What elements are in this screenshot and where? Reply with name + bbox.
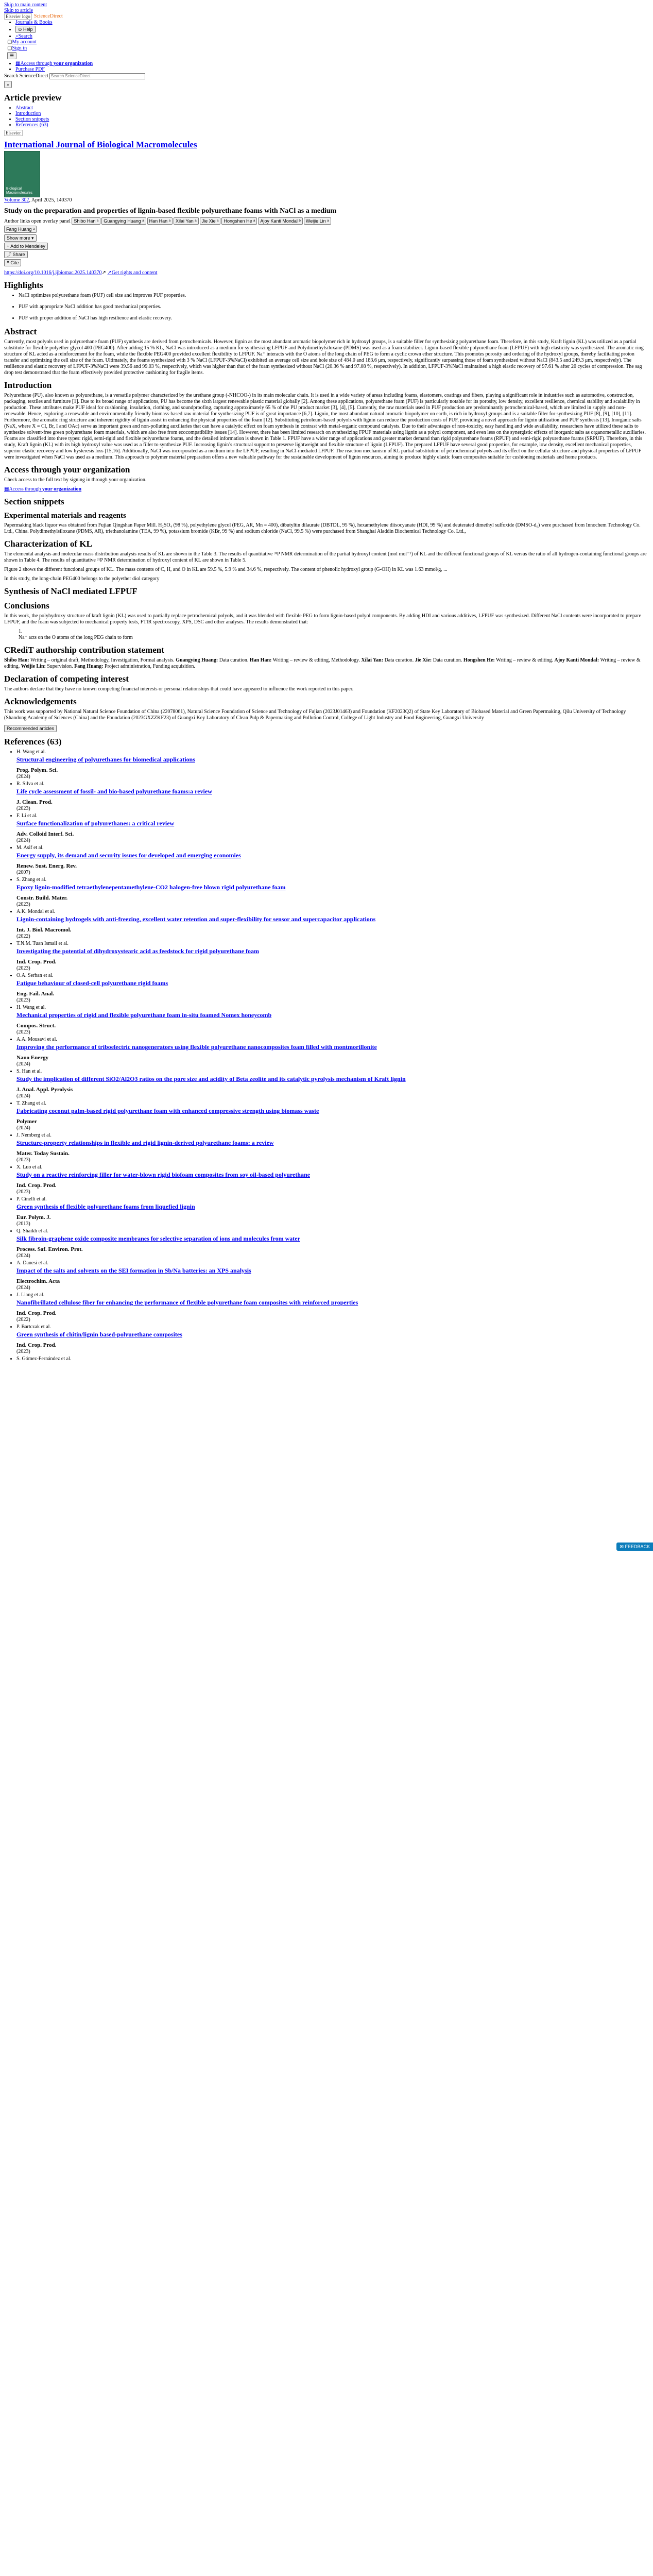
kl-text-3: In this study, the long-chain PEG400 belongs to the polyether diol category [4,576,160,582]
author-button[interactable]: Ajoy Kanti Mondal ᵇ [258,217,302,225]
publisher-logo[interactable] [4,130,653,137]
access-section-link-prefix: Access through [9,486,41,492]
outline-item-introduction[interactable]: Introduction [15,111,41,116]
publisher-logo-alt: Elsevier [4,130,23,136]
account-icon: ▢ [7,39,12,45]
reference-journal: Prog. Polym. Sci. [16,767,58,773]
access-org-link[interactable] [15,61,93,66]
reference-journal: Ind. Crop. Prod. [16,1342,57,1348]
author-button[interactable]: Xilai Yan ᵃ [174,217,199,225]
reference-journal: Int. J. Biol. Macromol. [16,927,72,933]
menu-icon: ☰ [10,53,14,58]
chat-icon: ✉ [620,1544,624,1549]
conclusions-list [4,629,653,641]
search-label: Search ScienceDirect [4,73,48,79]
reference-year: (2024) [16,774,30,779]
credit-author-role: Supervision. [45,664,75,669]
reference-title-link[interactable]: Life cycle assessment of fossil- and bio-based polyurethane foams:a review [16,788,212,795]
reference-title-link[interactable]: Investigating the potential of dihydroxystearic acid as feedstock for rigid polyurethane foam [16,947,259,955]
competing-heading: Declaration of competing interest [4,674,129,684]
author-button[interactable]: Guangying Huang ᵃ [101,217,146,225]
my-account-link[interactable]: My account [12,39,37,45]
reference-authors: M. Asif et al. [16,845,44,851]
credit-author-name: Xilai Yan: [361,657,384,663]
reference-year: (2023) [16,1029,30,1035]
reference-item [16,1037,653,1067]
access-section-link-row [4,486,653,493]
journal-cover-text: Biological Macromolecules [6,187,32,195]
reference-journal: Eng. Fail. Anal. [16,991,55,997]
reference-title-link[interactable]: Study on a reactive reinforcing filler for water-blown rigid biofoam composites from soy oil-based polyurethane [16,1171,310,1178]
author-list [4,217,653,234]
reference-title-link[interactable]: Surface functionalization of polyurethanes: a critical review [16,820,175,827]
reference-authors: T. Zhang et al. [16,1100,46,1106]
reference-title-link[interactable]: Impact of the salts and solvents on the SEI formation in Sb/Na batteries: an XPS analysis [16,1267,251,1274]
reference-item [16,1324,653,1355]
reference-authors: H. Wang et al. [16,1005,46,1010]
external-link-icon: ↗ [107,270,112,276]
credit-author-role: Writing – original draft, Methodology, Investigation, Formal analysis. [29,657,176,663]
add-mendeley-label: Add to Mendeley [10,244,45,249]
reference-title-link[interactable]: Improving the performance of triboelectric nanogenerators using flexible polyurethane nanocomposites foam filled with montmorillonite [16,1043,377,1050]
reference-authors: O.A. Serban et al. [16,973,54,978]
reference-item [16,1292,653,1323]
materials-text: Papermaking black liquor was obtained from Fujian Qingshan Paper Mill. H₂SO₄ (98 %), polyethylene glycol (PEG, AR, Mn = 400), dibutyltin dilaurate (DBTDL, 95 %), hexamethylene diisocyanate (HDI, 99 %) and deuterated dimethyl sulfoxide (DMSO-d₆) were purchased from Innochem Technology Co. Ltd., China. Polydimethylsiloxane (PDMS, AR), triethanolamine (TEA, 99 %), potassium bromide (KBr, 99 %) and sodium chloride (NaCl, 99.5 %) were purchased from Shanghai Aladdin Biochemical Technology Co. Ltd., [4,522,641,534]
reference-item [16,1228,653,1259]
sign-in-icon: ▢ [7,45,12,51]
credit-author-role: Writing – review & editing. [4,657,641,669]
reference-journal: Renew. Sust. Energ. Rev. [16,863,77,869]
logo-row [4,13,653,20]
reference-title-link[interactable]: Lignin-containing hydrogels with anti-freezing, excellent water retention and super-flexibility for sensor and supercapacitor applications [16,916,376,923]
reference-item [16,1069,653,1099]
competing-text: The authors declare that they have no known competing financial interests or personal relationships that could have appeared to influence the work reported in this paper. [4,686,354,692]
reference-item [16,1005,653,1036]
reference-year: (2023) [16,806,30,811]
reference-title-link[interactable]: Fatigue behaviour of closed-cell polyurethane rigid foams [16,979,168,987]
access-link-bold: your organization [53,61,93,66]
author-button[interactable]: Han Han ᵃ [147,217,173,225]
institution-icon: ▦ [15,61,21,66]
credit-author-role: Writing – review & editing, Methodology. [271,657,362,663]
reference-year: (2023) [16,1349,30,1354]
share-label: Share [12,252,25,257]
reference-item [16,845,653,876]
reference-authors: S. Zhang et al. [16,877,47,883]
author-button[interactable]: Jie Xie ᵃ [200,217,221,225]
reference-year: (2023) [16,965,30,971]
search-label: Search [18,33,32,39]
reference-authors: P. Cinelli et al. [16,1196,47,1202]
sign-in-link[interactable]: Sign in [12,45,27,51]
add-mendeley-button[interactable] [4,243,48,250]
feedback-button[interactable] [616,1543,653,1551]
conclusions-heading: Conclusions [4,601,49,611]
abstract-text: Currently, most polyols used in polyurethane foam (PUF) synthesis are derived from petrochemicals. However, lignin as the most abundant aromatic biopolymer rich in hydroxyl groups, is a suitable filler for synthesizing polyurethane foam. Therefore, in this study, Kraft lignin (KL) was utilized as a partial substitute for flexible polyether glycol 400 (PEG400). After adding 15 % KL, NaCl was introduced as a medium for synthesizing LFPUF and Polydimethylsiloxane (PDMS) was used as a foam stabilizer. Lignin-based flexible polyurethane foam (LFPUF) with high elasticity was synthesized. The aromatic ring structure of KL acted as a reinforcement for the foam, while the flexible PEG400 provided excellent flexibility to LFPUF. Na⁺ interacts with the O atoms of the long chain of PEG to form a cyclic crown ether structure. This promotes porosity and ordering of the hydroxyl groups, thereby facilitating proton transfer and optimizing the cell size of the foam. Ultimately, the foams synthesized with 3 % NaCl (LFPUF-3%NaCl) exhibited an average cell size and hole size of 484.0 and 183.6 μm, respectively, significantly surpassing those of foam synthesized without NaCl (843.5 and 249.3 μm, respectively). The resilience and elastic recovery of LFPUF-3%NaCl were 39.56 and 99.03 %, respectively, which was higher than that of the foam synthesized without NaCl (20.36 % and 97.08 %, respectively). In addition, LFPUF-3%NaCl maintained a high elastic recovery of 97.61 % after 20 cycles of compression. The sag drop test demonstrated that the foam effectively provided protective cushioning for fragile items. [4,339,644,376]
rights-link[interactable] [107,270,157,276]
help-label: Help [23,27,33,32]
reference-title-link[interactable]: Structure-property relationships in flexible and rigid lignin-derived polyurethane foams: a review [16,1139,274,1146]
reference-journal: Ind. Crop. Prod. [16,959,57,965]
search-input[interactable] [49,73,145,79]
reference-year: (2024) [16,1093,30,1099]
reference-year: (2024) [16,838,30,843]
share-button[interactable] [4,251,28,258]
reference-item [16,1260,653,1291]
credit-author-role: Data curation. [383,657,415,663]
reference-item [16,749,653,780]
credit-author-role: Writing – review & editing. [494,657,555,663]
ack-heading: Acknowledgements [4,697,77,706]
reference-item [16,877,653,908]
journal-title-link[interactable]: International Journal of Biological Macromolecules [4,140,197,149]
reference-item [16,941,653,972]
sciencedirect-logo[interactable]: ScienceDirect [33,13,63,19]
highlights-heading: Highlights [4,280,43,290]
outline-heading: Article preview [4,93,62,103]
menu-button[interactable] [7,52,16,59]
reference-year: (2024) [16,1253,30,1259]
reference-authors: J. Liang et al. [16,1292,45,1298]
credit-author-name: Ajoy Kanti Mondal: [554,657,599,663]
chevron-down-icon: ▾ [31,235,34,241]
reference-item [16,909,653,940]
cite-label: Cite [10,260,19,265]
reference-journal: Compos. Struct. [16,1023,56,1029]
materials-heading: Experimental materials and reagents [4,512,126,520]
reference-journal: Polymer [16,1118,37,1125]
search-icon: ⌕ [15,33,19,39]
credit-author-name: Hongshen He: [463,657,495,663]
reference-authors: Q. Shaikh et al. [16,1228,48,1234]
journal-title[interactable] [4,140,653,150]
reference-authors: S. Han et al. [16,1069,42,1074]
reference-authors: S. Gómez-Fernández et al. [16,1356,72,1362]
purchase-pdf-link[interactable]: Purchase PDF [15,66,45,72]
credit-author-role: Data curation. [218,657,250,663]
access-section-link-bold: your organization [42,486,82,492]
kl-heading: Characterization of KL [4,539,92,549]
search-bar [4,73,653,79]
author-button[interactable]: Hongshen He ᵃ [221,217,257,225]
access-section-text: Check access to the full text by signing in through your organization. [4,477,147,483]
outline-item-references[interactable]: References (63) [15,122,48,128]
credit-text [4,657,653,670]
reference-title-link[interactable]: Epoxy lignin-modified tetraethylenepentamethylene-CO2 halogen-free blown rigid polyurethane foam [16,884,286,891]
introduction-heading: Introduction [4,380,52,390]
reference-journal: J. Anal. Appl. Pyrolysis [16,1087,73,1093]
reference-item [16,1164,653,1195]
credit-author-name: Fang Huang: [74,664,104,669]
reference-year: (2024) [16,1285,30,1291]
conclusions-text: In this work, the polyhydroxy structure of kraft lignin (KL) was used to partially replace petrochemical polyols, and it was blended with flexible PEG to form lignin-based polyol components. By adding HDI and various additives, LFPUF was synthesized. Different NaCl contents were incorporated to prepare LFPUF, and the foam was subjected to mechanical property tests, FTIR spectroscopy, XPS, DSC and other analyses. The results demonstrated that: [4,613,642,625]
reference-year: (2022) [16,1317,30,1323]
top-bar [4,0,653,60]
access-section-link[interactable] [4,486,81,492]
highlight-item: • PUF with proper addition of NaCl has high resilience and elastic recovery. [19,315,653,321]
reference-authors: R. Silva et al. [16,781,45,787]
reference-journal: J. Clean. Prod. [16,799,53,805]
introduction-text: Polyurethane (PU), also known as polyurethane, is a versatile polymer characterized by the urethane group (-NHCOO-) in its main molecular chain. It is used in a wide variety of areas including foams, elastomers, coatings and fibers, playing a significant role in industries such as automotive, construction, packaging, textiles and furniture [1]. Due to its broad range of applications, PU has become the sixth largest renewable plastic material globally [2]. Among these applications, polyurethane foam (PUF) is particularly notable for its porosity, low density, excellent resilience, chemical stability and scalability in production. These attributes make PUF ideal for cushioning, insulation, clothing, and soundproofing, capturing approximately 65 % of the PU product market [3], [4], [5]. Currently, the raw materials used in PUF production are predominantly petrochemical-based, which are limited in supply and non-renewable. Hence, exploring a renewable and environmentally friendly biomass-based raw material for synthesizing PUF is of great importance [6,7]. Lignin, the most abundant natural aromatic biopolymer on earth, is rich in hydroxyl groups and is a suitable filler for synthesizing PUF [8], [9], [10], [11]. Furthermore, the aromatic ring structure and inherent rigidity of lignin assist in enhancing the physical properties of the foam [12]. Substituting petroleum-based polyols with lignin can reduce the production costs of PUF, providing a novel approach for lignin utilization and PUF synthesis [13]. Inorganic salts (NaX, where X = Cl, Br, I and OAc) serve as important green and non-polluting auxiliaries that can have a catalytic effect on foam synthesis in contrast with metal-organic compound catalysts. Due to their advantages of non-toxicity, easy handling and wide availability, researchers have utilized these salts to synthesize solvent-free green polyurethane foam materials, which are also free from ecocompatibility issues [14]. However, there has been limited research on synthesizing FPUF materials using lignin as a polyol component, and even less on the synergistic effects of inorganic salts as organometallic auxiliaries. Foams are classified into three types: rigid, semi-rigid and flexible polyurethane foams, and the detailed information is shown in Table 1. FPUF have a wider range of applications and greater market demand than rigid polyurethane foams (RPUF) and semi-rigid polyurethane foams (SRPUF). Therefore, in this study, Kraft lignin (KL) with its high hydroxyl value was used as a filler to synthesize PUF. Increasing lignin’s structural support to preserve lightweight and flexible structure of lignin (LFPUF). The prepared LFPUF have several good properties, for example, low density, excellent mechanical properties, superior elastic recovery and low hysteresis loss [15,16]. Additionally, NaCl was incorporated as a medium into the LFPUF, resulting in NaCl-mediated LFPUF. The reaction mechanism of KL partial substitution of petrochemical polyols and its effect on the cellular structure and physical properties of LFPUF were investigated when NaCl was used as a medium. This approach to polymer material preparation offers a new valuable pathway for the sustainable development of lignin resources, aiming to produce highly elastic foam composites suitable for cushioning materials and home products. [4,393,646,460]
reference-year: (2023) [16,1157,30,1163]
author-button[interactable]: Weijie Lin ᵃ [304,217,331,225]
show-more-label: Show more [7,235,30,241]
rights-label: Get rights and content [111,270,158,276]
author-button[interactable]: Shibo Han ᵃ [72,217,100,225]
elsevier-logo[interactable]: Elsevier logo [4,13,32,20]
reference-title-link[interactable]: Study the implication of different SiO2/Al2O3 ratios on the pore size and acidity of Beta zeolite and its catalytic pyrolysis mechanism of Kraft lignin [16,1075,406,1082]
reference-title-link[interactable]: Silk fibroin-graphene oxide composite membranes for selective separation of ions and molecules from water [16,1235,300,1242]
search-submit-button[interactable] [4,81,12,88]
doi-row [4,270,653,276]
reference-authors: X. Luo et al. [16,1164,43,1170]
reference-year: (2023) [16,997,30,1003]
skip-article-link[interactable]: Skip to article [4,8,33,13]
reference-item [16,1132,653,1163]
reference-year: (2024) [16,1061,30,1067]
reference-journal: Process. Saf. Environ. Prot. [16,1246,83,1252]
reference-journal: Nano Energy [16,1055,49,1061]
author-button[interactable]: Fang Huang ᵃ [4,226,37,233]
reference-authors: A.A. Mousavi et al. [16,1037,57,1042]
reference-title-link[interactable]: Green synthesis of chitin/lignin based-polyurethane composites [16,1331,182,1338]
reference-item [16,973,653,1004]
volume-date: , April 2025, 140370 [29,197,72,203]
reference-authors: H. Wang et al. [16,749,46,755]
reference-journal: Eur. Polym. J. [16,1214,51,1221]
reference-authors: P. Bartczak et al. [16,1324,51,1330]
reference-year: (2023) [16,902,30,907]
quote-icon: ❝ [7,260,9,265]
conclusions-item-number: 1. [19,629,23,634]
authors-intro: Author links open overlay panel [4,218,71,224]
cite-button[interactable] [4,259,21,266]
share-icon: ⤴ [7,252,12,257]
credit-author-name: Guangying Huang: [176,657,218,663]
account-block [7,39,653,60]
reference-year: (2013) [16,1221,30,1227]
reference-year: (2024) [16,1125,30,1131]
kl-text: The elemental analysis and molecular mass distribution analysis results of KL are shown in the Table 3. The results of quantitative ³¹P NMR determination of the partial hydroxyl content (mol mol⁻¹) of KL and the different functional groups of KL versus the ratio of all hydrogen-containing functional groups are shown in Table 4. The results of quantitative ³¹P NMR determination of hydroxyl content of KL are shown in Table 5. [4,551,647,563]
kl-text-2: Figure 2 shows the different functional groups of KL. The mass contents of C, H, and O in KL are 59.5 %, 5.9 % and 34.6 %, respectively. The content of phenolic hydroxyl group (G-OH) in KL was 1.63 mmol/g, ... [4,567,448,572]
reference-journal: Ind. Crop. Prod. [16,1182,57,1189]
article-title: Study on the preparation and properties of lignin-based flexible polyurethane foams with NaCl as a medium [4,207,337,215]
reference-authors: T.N.M. Tuan Ismail et al. [16,941,68,946]
reference-year: (2022) [16,934,30,939]
references-heading: References (63) [4,737,62,747]
conclusions-item-text: Na⁺ acts on the O atoms of the long PEG chain to form [19,635,133,640]
skip-main-link[interactable]: Skip to main content [4,2,47,8]
reference-journal: Mater. Today Sustain. [16,1150,70,1157]
reference-authors: A.K. Mondal et al. [16,909,55,914]
reference-authors: J. Nemberg et al. [16,1132,51,1138]
access-link-text: Access through [20,61,53,66]
show-more-button[interactable] [4,234,37,242]
reference-title-link[interactable]: Structural engineering of polyurethanes for biomedical applications [16,756,195,763]
help-button[interactable]: ⊙ Help [15,26,36,33]
outline-item-abstract[interactable]: Abstract [15,105,33,111]
reference-item [16,1100,653,1131]
reference-item [16,781,653,812]
outline-item-snippets[interactable]: Section snippets [15,116,49,122]
external-link-icon: ↗ [101,270,106,276]
reference-item [16,1356,653,1362]
reference-journal: Adv. Colloid Interf. Sci. [16,831,74,837]
reference-title-link[interactable]: Energy supply, its demand and security issues for developed and emerging economies [16,852,241,859]
credit-author-name: Jie Xie: [415,657,432,663]
search-icon: ⌕ [7,82,10,87]
abstract-heading: Abstract [4,327,37,336]
credit-heading: CRediT authorship contribution statement [4,645,164,655]
access-options [4,61,653,72]
reference-journal: Ind. Crop. Prod. [16,1310,57,1316]
volume-line [4,197,653,204]
highlight-item: • PUF with appropriate NaCl addition has good mechanical properties. [19,304,653,310]
institution-icon: ▦ [4,486,9,492]
reference-year: (2007) [16,870,30,875]
credit-author-name: Weijie Lin: [21,664,46,669]
reference-title-link[interactable]: Nanofibrillated cellulose fiber for enhancing the performance of flexible polyurethane foam composites with reinforced properties [16,1299,358,1306]
volume-link[interactable]: Volume 302 [4,197,29,203]
plus-icon: + [7,244,10,249]
journal-cover[interactable] [4,151,40,197]
highlight-item: • NaCl optimizes polyurethane foam (PUF) cell size and improves PUF properties. [19,293,653,299]
search-link[interactable] [15,33,32,39]
feedback-label: FEEDBACK [625,1544,650,1549]
lfpuf-heading: Synthesis of NaCl mediated LFPUF [4,586,138,596]
references-list [4,749,653,1362]
reference-item [16,813,653,844]
header-nav [4,20,653,39]
credit-author-name: Han Han: [249,657,272,663]
credit-author-role: Data curation. [432,657,463,663]
reference-authors: A. Danesi et al. [16,1260,48,1266]
journals-books-link[interactable]: Journals & Books [15,20,53,25]
reference-title-link[interactable]: Mechanical properties of rigid and flexible polyurethane foam in-situ foamed Nomex honeycomb [16,1011,272,1019]
reference-title-link[interactable]: Green synthesis of flexible polyurethane foams from liquefied lignin [16,1203,195,1210]
reference-title-link[interactable]: Fabricating coconut palm-based rigid polyurethane foam with enhanced compressive strength using biomass waste [16,1107,319,1114]
reference-journal: Electrochim. Acta [16,1278,60,1284]
reference-journal: Constr. Build. Mater. [16,895,68,901]
reference-year: (2023) [16,1189,30,1195]
ack-text: This work was supported by National Natural Science Foundation of China (22078061), Natural Science Foundation of Science and Technology of Fujian (2023J01463) and Foundation (KF2023Q2) of State Key Laboratory of Biobased Material and Green Papermaking, Qilu University of Technology (Shandong Academy of Sciences (China) and the Foundation (2023GXZZKF23) of Guangxi Key Laboratory of Clean Pulp & Papermaking and Pollution Control, College of Light Industry and Food Engineering, Guangxi University [4,709,626,721]
recommended-articles-button[interactable]: Recommended articles [4,725,57,732]
outline-list [4,105,653,128]
credit-author-role: Project administration, Funding acquisition. [103,664,195,669]
reference-authors: F. Li et al. [16,813,38,819]
access-section-heading: Access through your organization [4,465,130,474]
snippets-heading: Section snippets [4,497,64,506]
credit-author-name: Shibo Han: [4,657,29,663]
doi-link[interactable]: https://doi.org/10.1016/j.ijbiomac.2025.140370 [4,270,102,276]
highlights-list [4,293,653,321]
reference-item [16,1196,653,1227]
